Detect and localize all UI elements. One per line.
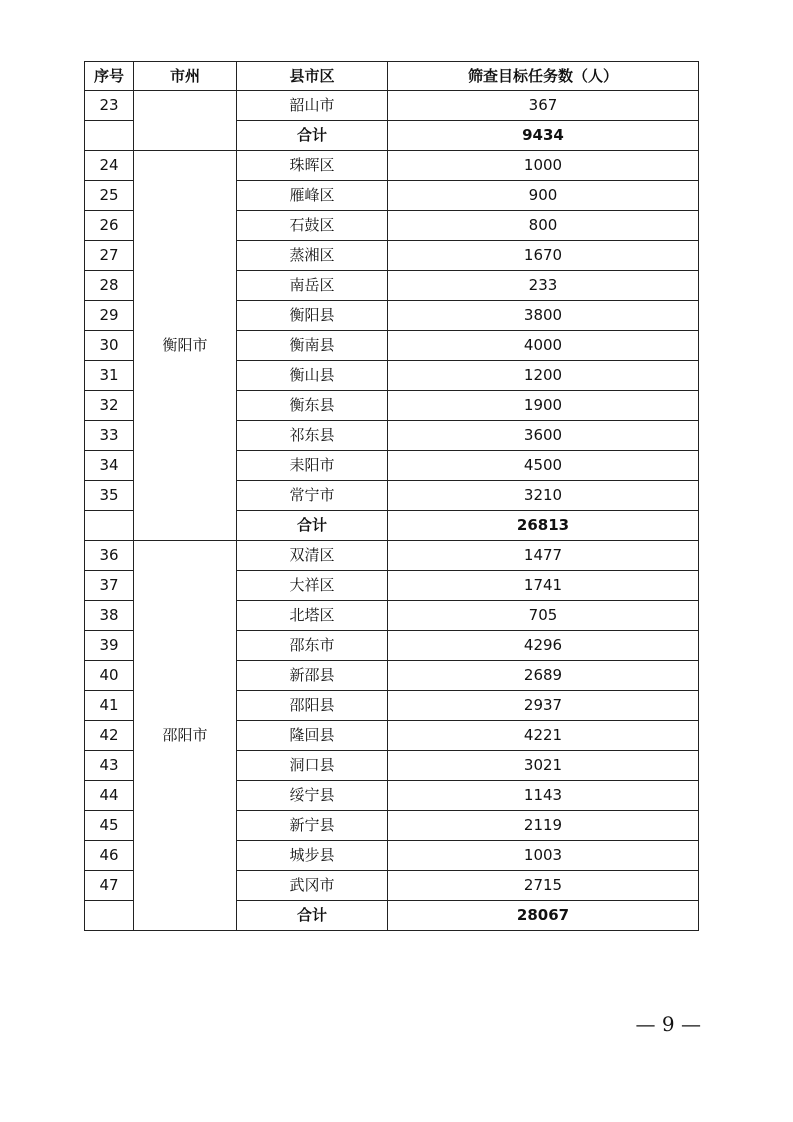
table-header-row (85, 62, 699, 91)
cell-county: 韶山市 (237, 91, 388, 121)
cell-seq: 34 (85, 451, 134, 481)
cell-county: 衡南县 (237, 331, 388, 361)
cell-seq: 25 (85, 181, 134, 211)
cell-seq: 28 (85, 271, 134, 301)
cell-county: 石鼓区 (237, 211, 388, 241)
cell-seq: 33 (85, 421, 134, 451)
cell-seq: 44 (85, 781, 134, 811)
cell-target: 1143 (388, 781, 699, 811)
cell-seq: 32 (85, 391, 134, 421)
cell-target: 233 (388, 271, 699, 301)
cell-seq: 31 (85, 361, 134, 391)
cell-seq: 46 (85, 841, 134, 871)
cell-target: 900 (388, 181, 699, 211)
header-county: 县市区 (237, 62, 388, 91)
cell-seq: 43 (85, 751, 134, 781)
cell-county: 珠晖区 (237, 151, 388, 181)
table-row (85, 91, 699, 121)
cell-target: 1670 (388, 241, 699, 271)
table-body (85, 91, 699, 931)
cell-county: 洞口县 (237, 751, 388, 781)
cell-total-label: 合计 (237, 511, 388, 541)
header-target: 筛查目标任务数（人） (388, 62, 699, 91)
cell-total-value: 28067 (388, 901, 699, 931)
cell-seq-empty (85, 901, 134, 931)
cell-county: 耒阳市 (237, 451, 388, 481)
cell-county: 新宁县 (237, 811, 388, 841)
cell-seq: 38 (85, 601, 134, 631)
cell-seq: 42 (85, 721, 134, 751)
cell-target: 800 (388, 211, 699, 241)
cell-target: 3600 (388, 421, 699, 451)
cell-seq: 29 (85, 301, 134, 331)
cell-seq: 27 (85, 241, 134, 271)
cell-total-value: 26813 (388, 511, 699, 541)
table-row (85, 541, 699, 571)
cell-county: 邵阳县 (237, 691, 388, 721)
cell-target: 2119 (388, 811, 699, 841)
cell-seq: 24 (85, 151, 134, 181)
cell-target: 1900 (388, 391, 699, 421)
cell-total-label: 合计 (237, 121, 388, 151)
cell-city (134, 91, 237, 151)
cell-seq: 37 (85, 571, 134, 601)
cell-seq: 35 (85, 481, 134, 511)
cell-county: 衡东县 (237, 391, 388, 421)
cell-county: 祁东县 (237, 421, 388, 451)
cell-target: 4296 (388, 631, 699, 661)
cell-county: 新邵县 (237, 661, 388, 691)
cell-county: 常宁市 (237, 481, 388, 511)
cell-target: 3210 (388, 481, 699, 511)
cell-target: 1000 (388, 151, 699, 181)
cell-county: 北塔区 (237, 601, 388, 631)
cell-county: 南岳区 (237, 271, 388, 301)
cell-target: 705 (388, 601, 699, 631)
cell-seq: 47 (85, 871, 134, 901)
cell-target: 1003 (388, 841, 699, 871)
cell-city: 邵阳市 (134, 541, 237, 931)
cell-county: 城步县 (237, 841, 388, 871)
cell-target: 4500 (388, 451, 699, 481)
cell-city: 衡阳市 (134, 151, 237, 541)
cell-county: 武冈市 (237, 871, 388, 901)
cell-county: 隆回县 (237, 721, 388, 751)
cell-total-value: 9434 (388, 121, 699, 151)
table-row (85, 151, 699, 181)
header-city: 市州 (134, 62, 237, 91)
cell-target: 4221 (388, 721, 699, 751)
cell-seq: 41 (85, 691, 134, 721)
cell-target: 1477 (388, 541, 699, 571)
cell-county: 雁峰区 (237, 181, 388, 211)
cell-seq: 40 (85, 661, 134, 691)
cell-seq-empty (85, 121, 134, 151)
cell-target: 367 (388, 91, 699, 121)
cell-target: 4000 (388, 331, 699, 361)
cell-county: 大祥区 (237, 571, 388, 601)
cell-seq-empty (85, 511, 134, 541)
cell-target: 3800 (388, 301, 699, 331)
cell-seq: 23 (85, 91, 134, 121)
cell-seq: 26 (85, 211, 134, 241)
cell-seq: 45 (85, 811, 134, 841)
cell-county: 绥宁县 (237, 781, 388, 811)
cell-target: 1200 (388, 361, 699, 391)
cell-seq: 39 (85, 631, 134, 661)
cell-county: 衡山县 (237, 361, 388, 391)
screening-target-table (84, 61, 699, 931)
header-seq: 序号 (85, 62, 134, 91)
page-number: — 9 — (635, 1012, 701, 1036)
cell-county: 邵东市 (237, 631, 388, 661)
cell-county: 双清区 (237, 541, 388, 571)
cell-county: 衡阳县 (237, 301, 388, 331)
cell-seq: 30 (85, 331, 134, 361)
cell-county: 蒸湘区 (237, 241, 388, 271)
cell-total-label: 合计 (237, 901, 388, 931)
cell-seq: 36 (85, 541, 134, 571)
cell-target: 3021 (388, 751, 699, 781)
cell-target: 1741 (388, 571, 699, 601)
cell-target: 2689 (388, 661, 699, 691)
cell-target: 2937 (388, 691, 699, 721)
cell-target: 2715 (388, 871, 699, 901)
